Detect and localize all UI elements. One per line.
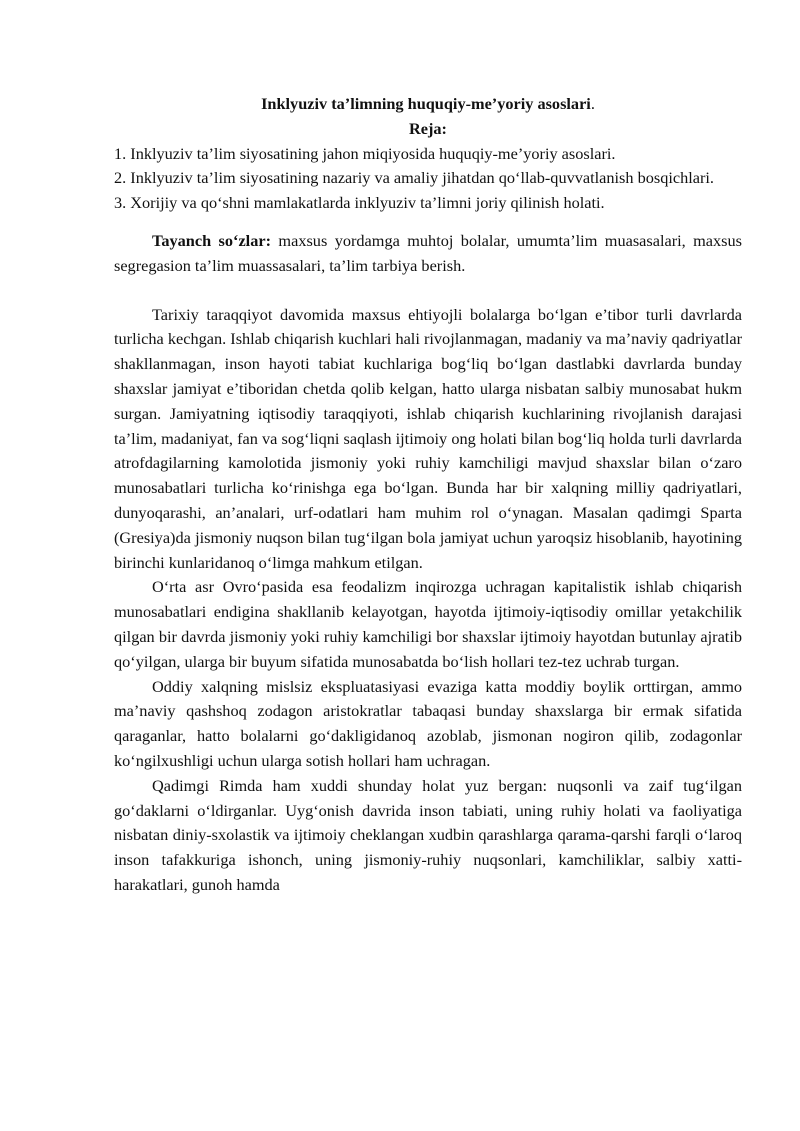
- document-page: [114, 92, 742, 898]
- keywords-paragraph: [114, 229, 742, 279]
- keywords-text: maxsus yordamga muhtoj bolalar, umumta’lim muasasalari, maxsus segregasion ta’lim muassasalari, ta’lim tarbiya berish.: [114, 230, 742, 275]
- body-paragraph-4: Qadimgi Rimda ham xuddi shunday holat yuz bergan: nuqsonli va zaif tug‘ilgan go‘daklarni o‘ldirganlar. Uyg‘onish davrida inson tabiati, uning ruhiy holati va faoliyatiga nisbatan diniy-sxolastik va ijtimoiy cheklangan xudbin qarashlarga qarama-qarshi farqli o‘laroq inson tafakkuriga ishonch, uning jismoniy-ruhiy nuqsonlari, kamchiliklar, salbiy xatti-harakatlari, gunoh hamda: [114, 775, 742, 894]
- body-paragraph-2: O‘rta asr Ovro‘pasida esa feodalizm inqirozga uchragan kapitalistik ishlab chiqarish munosabatlari endigina shakllanib kelayotgan, hayotda ijtimoiy-iqtisodiy omillar yetakchilik qilgan bir davrda jismoniy yoki ruhiy kamchiligi bor shaxslar ijtimoiy hayotdan butunlay ajratib qo‘yilgan, ularga bir buyum sifatida munosabatda bo‘lish hollari tez-tez uchrab turgan.: [114, 577, 742, 671]
- document-title: [114, 92, 742, 117]
- plan-item-3: 3. Xorijiy va qo‘shni mamlakatlarda inklyuziv ta’limni joriy qilinish holati.: [114, 193, 605, 213]
- body-paragraph-1: Tarixiy taraqqiyot davomida maxsus ehtiyojli bolalarga bo‘lgan e’tibor turli davrlarda turlicha kechgan. Ishlab chiqarish kuchlari hali rivojlanmagan, madaniy va ma’naviy qadriyatlar shakllanmagan, inson hayoti tabiat kuchlariga bog‘liq bo‘lgan dastlabki davrlarda bunday shaxslar jamiyat e’tiboridan chetda qolib kelgan, hatto ularga nisbatan salbiy munosabat hukm surgan. Jamiyatning iqtisodiy taraqqiyoti, ishlab chiqarish kuchlarining rivojlanish darajasi ta’lim, madaniyat, fan va sog‘liqni saqlash ijtimoiy ong holati bilan bog‘liq holda turli davrlarda atrofdagilarning kamolotida jismoniy yoki ruhiy kamchiligi mavjud shaxslar bilan o‘zaro munosabatlari turlicha ko‘rinishga ega bo‘lgan. Bunda har bir xalqning milliy qadriyatlari, dunyoqarashi, an’analari, urf-odatlari ham muhim rol o‘ynagan. Masalan qadimgi Sparta (Gresiya)da jismoniy nuqson bilan tug‘ilgan bola jamiyat uchun yaroqsiz hisoblanib, hayotining birinchi kunlaridanoq o‘limga mahkum etilgan.: [114, 304, 742, 572]
- plan-item-2: 2. Inklyuziv ta’lim siyosatining nazariy va amaliy jihatdan qo‘llab-quvvatlanish bosqichlari.: [114, 168, 714, 188]
- document-title-period: .: [590, 94, 595, 113]
- keywords-label: Tayanch so‘zlar:: [152, 230, 271, 250]
- body-paragraph-3: Oddiy xalqning mislsiz ekspluatasiyasi evaziga katta moddiy boylik orttirgan, ammo ma’naviy qashshoq zodagon aristokratlar tabaqasi bunday shaxslarga bir ermak sifatida qaraganlar, hatto bolalarni go‘dakligidanoq azoblab, jismonan nogiron qilib, zodagonlar ko‘ngilxushligi uchun ularga sotish hollari ham uchragan.: [114, 676, 742, 770]
- plan-item-1: 1. Inklyuziv ta’lim siyosatining jahon miqiyosida huquqiy-me’yoriy asoslari.: [114, 143, 616, 163]
- document-title-text: Inklyuziv ta’limning huquqiy-me’yoriy asoslari: [261, 94, 591, 113]
- plan-heading: Reja:: [409, 118, 447, 138]
